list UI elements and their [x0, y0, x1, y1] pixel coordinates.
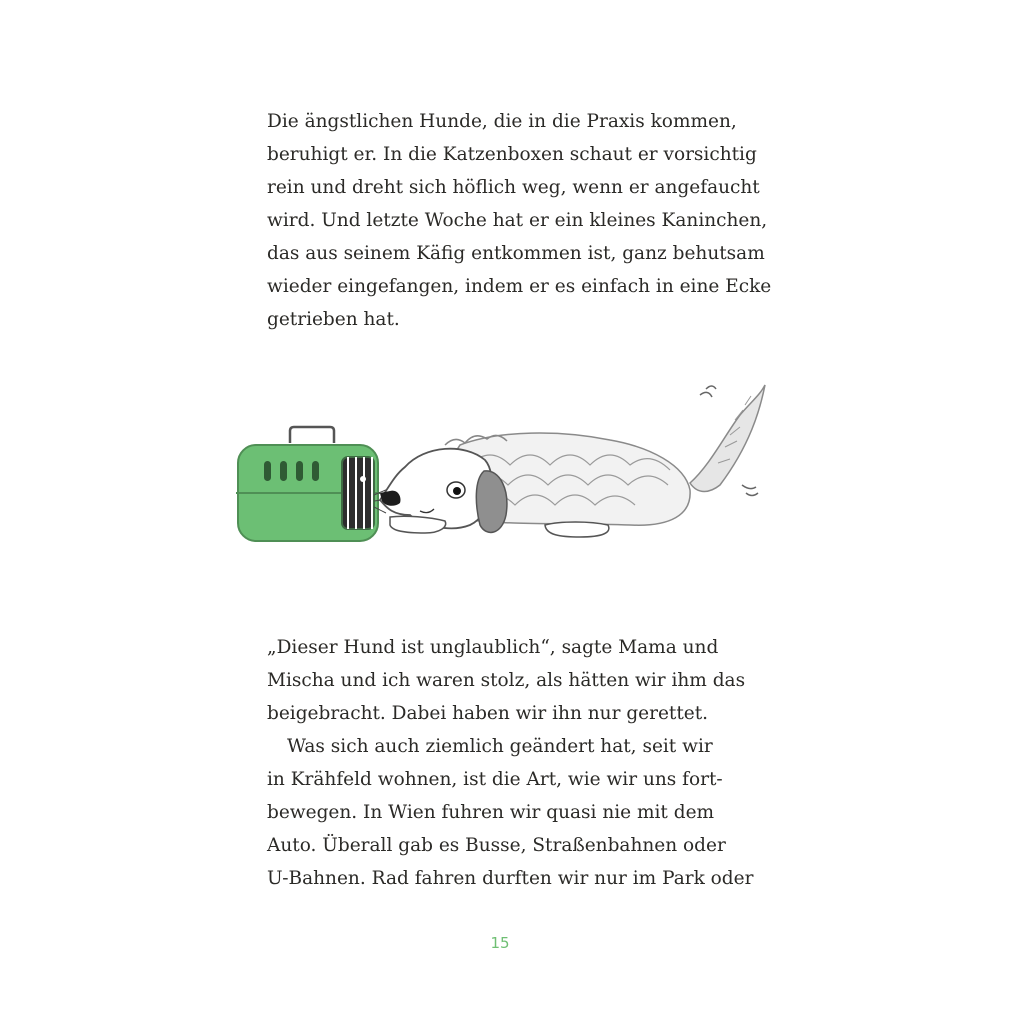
- text-line: rein und dreht sich höflich weg, wenn er angefaucht: [267, 177, 760, 198]
- text-line: getrieben hat.: [267, 309, 400, 330]
- paragraph-2: [267, 631, 747, 730]
- dog: [380, 385, 765, 537]
- text-line: beruhigt er. In die Katzenboxen schaut er vorsichtig: [267, 144, 757, 165]
- text-line: wieder eingefangen, indem er es einfach in eine Ecke: [267, 276, 772, 297]
- text-line: bewegen. In Wien fuhren wir quasi nie mit dem: [267, 802, 715, 823]
- text-line: wird. Und letzte Woche hat er ein kleines Kaninchen,: [267, 210, 768, 231]
- dog-and-cat-carrier-illustration: [230, 375, 775, 560]
- text-line: Auto. Überall gab es Busse, Straßenbahnen oder: [267, 835, 726, 856]
- text-line: das aus seinem Käfig entkommen ist, ganz behutsam: [267, 243, 765, 264]
- text-line: Was sich auch ziemlich geändert hat, seit wir: [287, 736, 713, 757]
- paragraph-1: [267, 105, 772, 336]
- text-line: beigebracht. Dabei haben wir ihn nur gerettet.: [267, 703, 709, 724]
- text-line: „Dieser Hund ist unglaublich“, sagte Mama und: [267, 637, 719, 658]
- cat-carrier: [236, 427, 390, 541]
- paragraph-3: [267, 730, 754, 895]
- text-line: in Krähfeld wohnen, ist die Art, wie wir uns fort-: [267, 769, 723, 790]
- page-number: 15: [490, 934, 510, 952]
- text-line: Mischa und ich waren stolz, als hätten wir ihm das: [267, 670, 746, 691]
- text-line: U-Bahnen. Rad fahren durften wir nur im Park oder: [267, 868, 754, 889]
- text-line: Die ängstlichen Hunde, die in die Praxis kommen,: [267, 111, 737, 132]
